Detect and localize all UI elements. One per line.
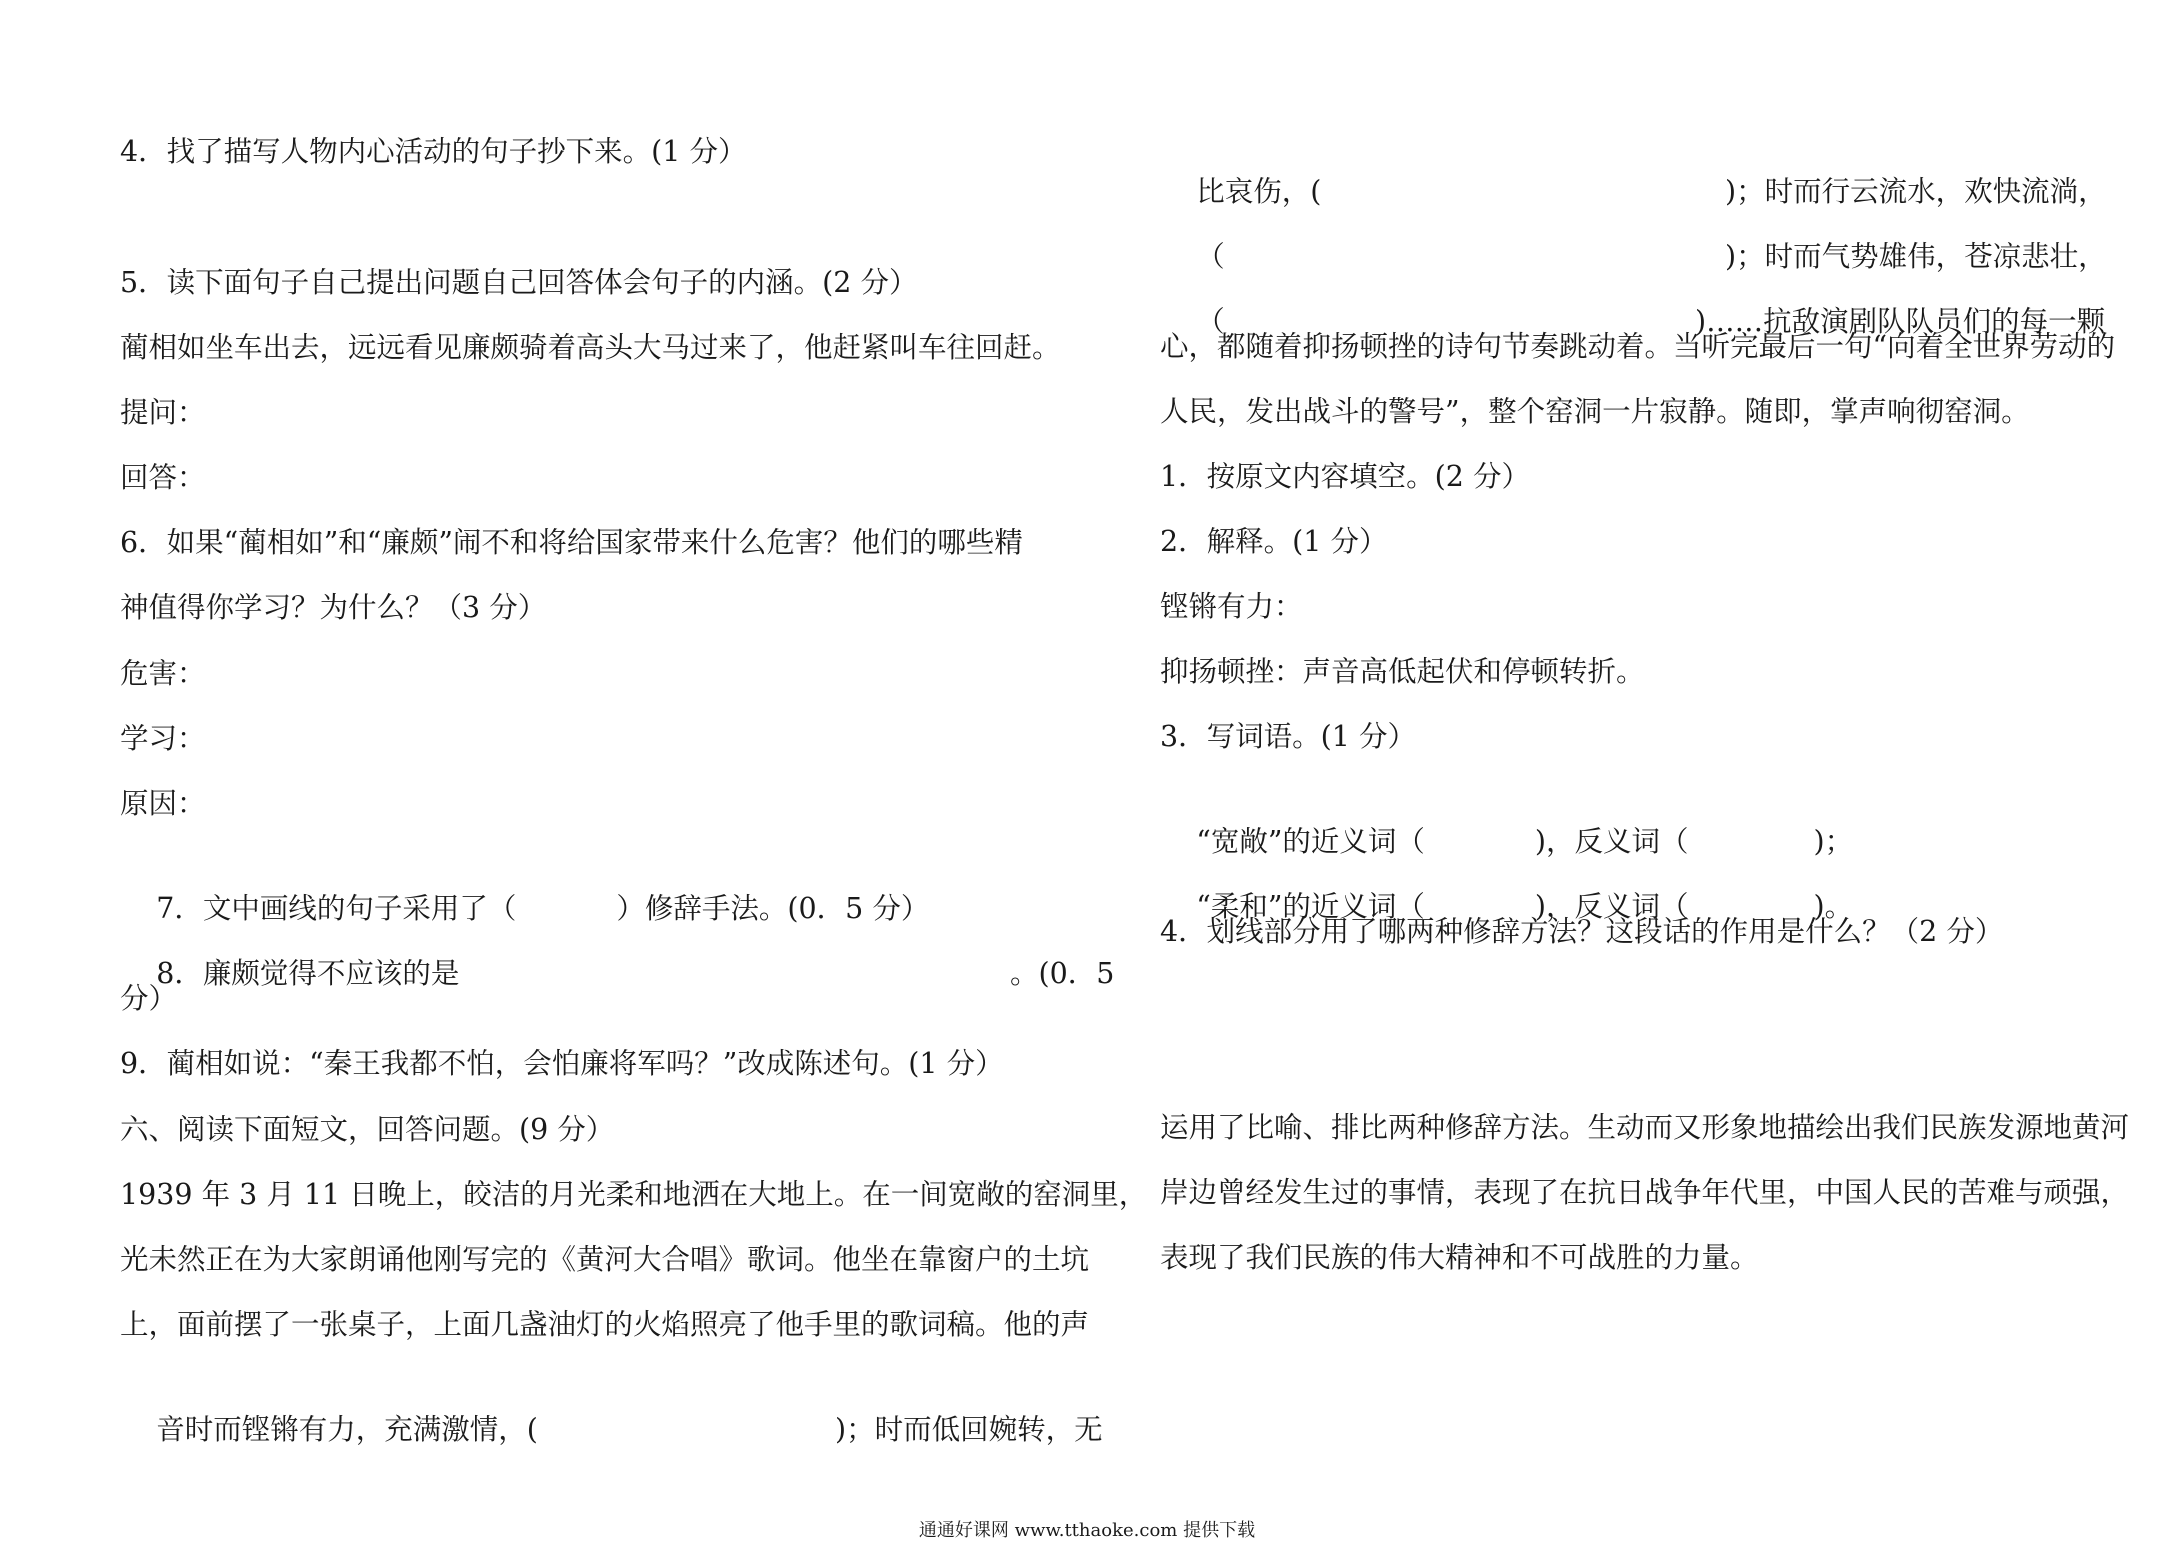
answer-line-2: 岸边曾经发生过的事情，表现了在抗日战争年代里，中国人民的苦难与顽强， [1160, 1176, 2130, 1209]
question-6-reason-label: 原因： [120, 787, 206, 820]
passage-question-3-b-text-1: “柔和”的近义词（ [1196, 890, 1425, 923]
passage-question-4: 4．划线部分用了哪两种修辞方法？这段话的作用是什么？（2 分） [1160, 915, 2004, 948]
passage-question-2-item-a: 铿锵有力： [1160, 590, 1303, 623]
question-6-line-1: 6．如果“蔺相如”和“廉颇”闹不和将给国家带来什么危害？他们的哪些精 [120, 526, 1023, 559]
passage-line-6-text-b: )；时而气势雄伟，苍凉悲壮， [1725, 240, 2107, 273]
passage-question-2-item-b: 抑扬顿挫：声音高低起伏和停顿转折。 [1160, 655, 1645, 688]
question-8-text-a: 8．廉颇觉得不应该的是 [156, 957, 460, 990]
passage-line-8: 心，都随着抑扬顿挫的诗句节奏跳动着。当听完最后一句“向着全世界劳动的 [1160, 330, 2116, 363]
passage-line-1: 1939 年 3 月 11 日晚上，皎洁的月光柔和地洒在大地上。在一间宽敞的窑洞里， [120, 1178, 1148, 1211]
question-8-text-c: 分） [120, 982, 178, 1015]
question-5-sentence: 蔺相如坐车出去，远远看见廉颇骑着高头大马过来了，他赶紧叫车往回赶。 [120, 331, 1061, 364]
passage-line-2: 光未然正在为大家朗诵他刚写完的《黄河大合唱》歌词。他坐在靠窗户的土坑 [120, 1243, 1090, 1276]
footer-watermark: 通通好课网 www.tthaoke.com 提供下载 [918, 1520, 1256, 1541]
passage-question-2: 2．解释。(1 分） [1160, 525, 1388, 558]
passage-question-3-a-text-1: “宽敞”的近义词（ [1196, 825, 1425, 858]
question-6-harm-label: 危害： [120, 657, 206, 690]
passage-line-6-text-a: （ [1196, 240, 1225, 273]
question-4: 4．找了描写人物内心活动的句子抄下来。(1 分） [120, 135, 747, 168]
passage-line-4-text-a: 音时而铿锵有力，充满激情，( [156, 1413, 538, 1446]
passage-question-3-b-text-2: )，反义词（ [1534, 890, 1689, 923]
passage-question-3-a-text-3: )； [1813, 825, 1854, 858]
passage-line-5-text-a: 比哀伤，( [1196, 175, 1322, 208]
passage-question-3: 3．写词语。(1 分） [1160, 720, 1416, 753]
question-5: 5．读下面句子自己提出问题自己回答体会句子的内涵。(2 分） [120, 266, 918, 299]
question-6-learn-label: 学习： [120, 722, 206, 755]
passage-line-4-text-b: )；时而低回婉转，无 [835, 1413, 1103, 1446]
answer-line-1: 运用了比喻、排比两种修辞方法。生动而又形象地描绘出我们民族发源地黄河 [1160, 1111, 2130, 1144]
passage-line-7-text-a: （ [1196, 305, 1225, 338]
question-9: 9．蔺相如说：“秦王我都不怕，会怕廉将军吗？”改成陈述句。(1 分） [120, 1047, 1004, 1080]
section-6-heading: 六、阅读下面短文，回答问题。(9 分） [120, 1113, 615, 1146]
passage-question-3-a-text-2: )，反义词（ [1534, 825, 1689, 858]
question-8 [120, 914, 1115, 1034]
passage-line-3: 上，面前摆了一张桌子，上面几盏油灯的火焰照亮了他手里的歌词稿。他的声 [120, 1308, 1090, 1341]
answer-line-3: 表现了我们民族的伟大精神和不可战胜的力量。 [1160, 1241, 1759, 1274]
question-5-ask-label: 提问： [120, 396, 206, 429]
passage-line-9: 人民，发出战斗的警号”，整个窑洞一片寂静。随即，掌声响彻窑洞。 [1160, 395, 2030, 428]
passage-question-3-b-text-3: )。 [1813, 890, 1854, 923]
passage-line-7-text-b: )……抗敌演剧队队员们的每一颗 [1695, 305, 2106, 338]
question-8-text-b: 。(0．5 [1010, 957, 1115, 990]
passage-line-5-text-b: )；时而行云流水，欢快流淌， [1725, 175, 2107, 208]
passage-question-1: 1．按原文内容填空。(2 分） [1160, 460, 1530, 493]
question-5-answer-label: 回答： [120, 461, 206, 494]
question-7-text-b: ）修辞手法。(0．5 分） [616, 892, 930, 925]
question-6-line-2: 神值得你学习？为什么？（3 分） [120, 591, 547, 624]
passage-line-4 [120, 1370, 1115, 1490]
question-7-text-a: 7．文中画线的句子采用了（ [156, 892, 517, 925]
